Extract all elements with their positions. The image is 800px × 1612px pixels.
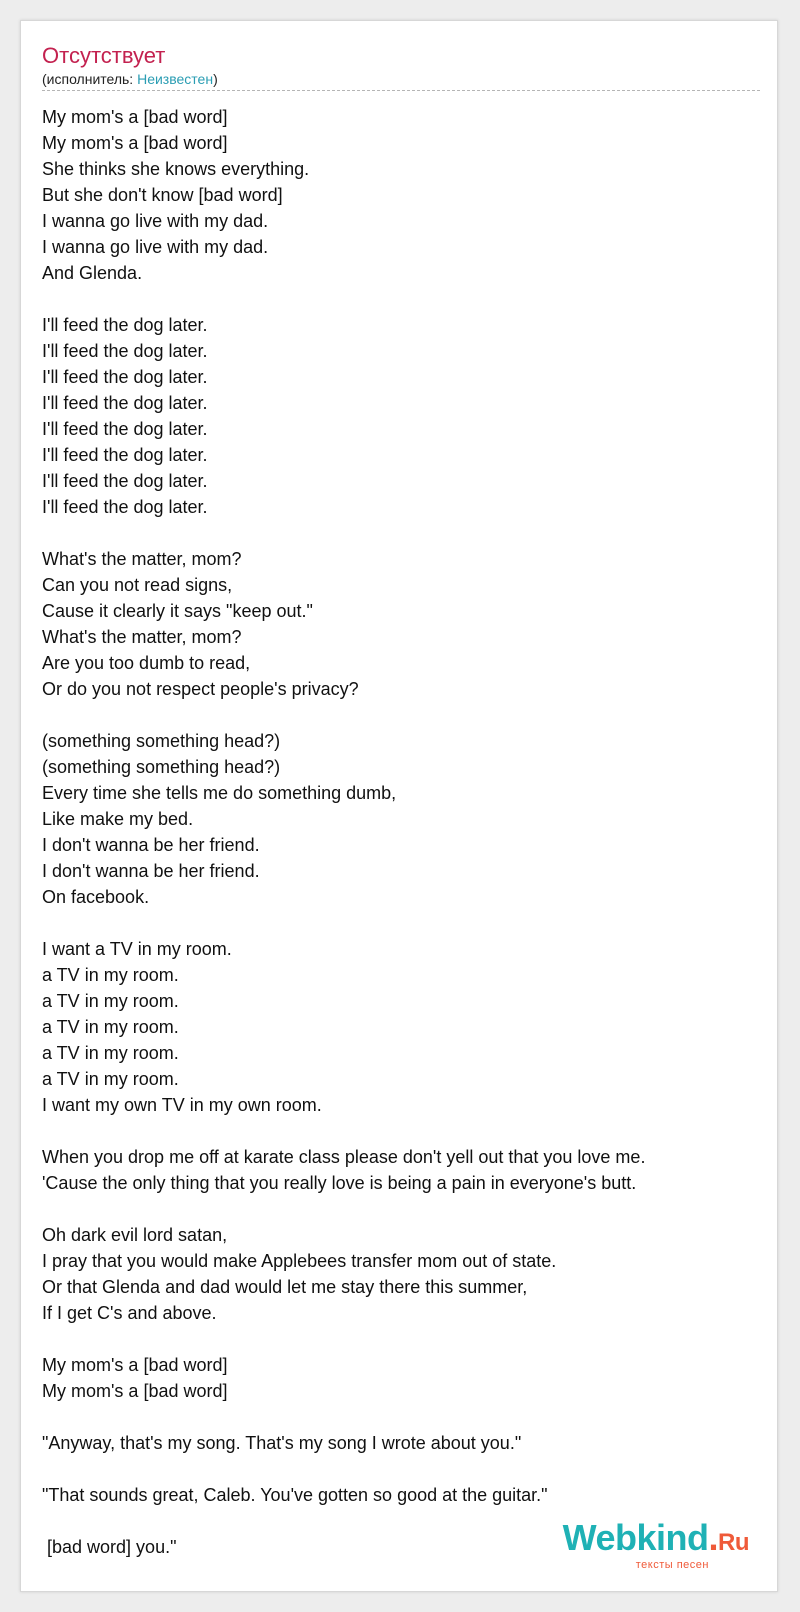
lyrics-text [42,104,762,1560]
lyric-line: I want a TV in my room. [42,939,232,959]
logo-dot: . [708,1517,718,1558]
lyric-line: If I get C's and above. [42,1303,217,1323]
lyric-line: I don't wanna be her friend. [42,861,260,881]
lyric-line: When you drop me off at karate class please don't yell out that you love me. [42,1147,646,1167]
stanza-break [42,520,762,546]
lyric-line: a TV in my room. [42,991,179,1011]
lyric-line: 'Cause the only thing that you really love is being a pain in everyone's butt. [42,1173,637,1193]
lyric-line: My mom's a [bad word] [42,1381,228,1401]
lyric-line: a TV in my room. [42,1017,179,1037]
lyric-line: Or do you not respect people's privacy? [42,679,359,699]
lyric-line: I'll feed the dog later. [42,367,208,387]
lyric-line: On facebook. [42,887,150,907]
site-logo[interactable] [549,1519,749,1571]
lyric-line: "Anyway, that's my song. That's my song I wrote about you." [42,1433,522,1453]
lyric-line: a TV in my room. [42,965,179,985]
logo-main-text: Webkind [562,1517,709,1558]
lyric-line: I want my own TV in my own room. [42,1095,322,1115]
artist-line [42,70,760,88]
stanza-break [42,702,762,728]
lyric-line: I wanna go live with my dad. [42,211,269,231]
lyric-line: My mom's a [bad word] [42,107,228,127]
logo-tld: Ru [718,1529,749,1556]
lyric-line: What's the matter, mom? [42,549,242,569]
lyric-line: She thinks she knows everything. [42,159,310,179]
lyric-line: My mom's a [bad word] [42,133,228,153]
lyric-line: I'll feed the dog later. [42,393,208,413]
lyric-line: I'll feed the dog later. [42,445,208,465]
lyrics-card [20,20,778,1592]
stanza-break [42,1456,762,1482]
logo-wordmark [549,1519,749,1562]
header-divider [42,90,760,91]
lyric-line: Like make my bed. [42,809,194,829]
artist-prefix: (исполнитель: [42,71,138,87]
lyric-line: a TV in my room. [42,1069,179,1089]
lyric-line: (something something head?) [42,757,281,777]
lyric-line: What's the matter, mom? [42,627,242,647]
lyric-line: [bad word] you." [42,1537,177,1557]
lyric-line: I'll feed the dog later. [42,315,208,335]
stanza-break [42,286,762,312]
lyric-line: "That sounds great, Caleb. You've gotten so good at the guitar." [42,1485,548,1505]
lyric-line: Every time she tells me do something dumb, [42,783,397,803]
lyric-line: a TV in my room. [42,1043,179,1063]
lyric-line: My mom's a [bad word] [42,1355,228,1375]
lyric-line: I'll feed the dog later. [42,341,208,361]
lyric-line: I'll feed the dog later. [42,419,208,439]
stanza-break [42,1404,762,1430]
stanza-break [42,1326,762,1352]
stanza-break [42,910,762,936]
lyric-line: I wanna go live with my dad. [42,237,269,257]
song-header [42,43,760,91]
lyric-line: But she don't know [bad word] [42,185,283,205]
artist-suffix: ) [213,71,218,87]
lyric-line: And Glenda. [42,263,143,283]
lyric-line: I pray that you would make Applebees transfer mom out of state. [42,1251,557,1271]
stanza-break [42,1196,762,1222]
lyric-line: Cause it clearly it says "keep out." [42,601,313,621]
lyric-line: (something something head?) [42,731,281,751]
artist-link[interactable]: Неизвестен [137,71,214,87]
song-title: Отсутствует [42,43,166,68]
lyric-line: Oh dark evil lord satan, [42,1225,228,1245]
stanza-break [42,1118,762,1144]
lyric-line: Are you too dumb to read, [42,653,251,673]
lyric-line: I'll feed the dog later. [42,471,208,491]
lyric-line: Or that Glenda and dad would let me stay there this summer, [42,1277,528,1297]
logo-subtitle: тексты песен [635,1559,709,1571]
lyric-line: I'll feed the dog later. [42,497,208,517]
lyric-line: Can you not read signs, [42,575,233,595]
lyric-line: I don't wanna be her friend. [42,835,260,855]
